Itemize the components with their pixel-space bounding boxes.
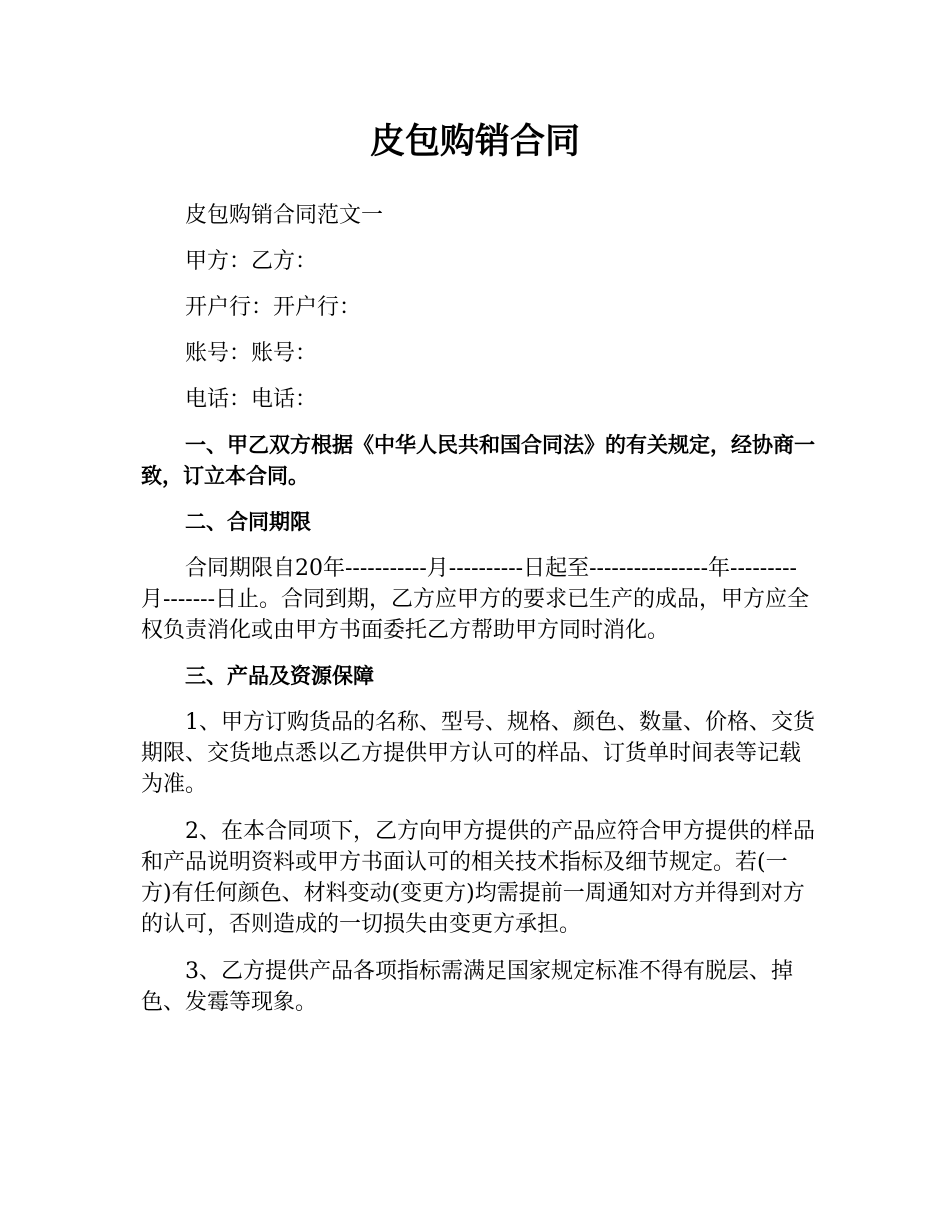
paragraph-clause-3: 3、乙方提供产品各项指标需满足国家规定标准不得有脱层、掉色、发霉等现象。	[141, 959, 793, 1015]
section-heading-3: 三、产品及资源保障	[185, 664, 374, 688]
section-heading-2: 二、合同期限	[185, 510, 311, 534]
paragraph-clause-1: 1、甲方订购货品的名称、型号、规格、颜色、数量、价格、交货期限、交货地点悉以乙方提供甲方认可的样品、订货单时间表等记载为准。	[141, 710, 815, 797]
paragraph-term: 合同期限自20年-----------月----------日起至----------------年---------月-------日止。合同到期，乙方应甲方的要求已生产的成品，甲方应全权负责消化或由甲方书面委托乙方帮助甲方同时消化。	[141, 556, 810, 643]
paragraph-subtitle: 皮包购销合同范文一	[185, 203, 384, 228]
paragraph-account: 账号：账号：	[185, 341, 318, 366]
document-body	[141, 200, 816, 1018]
paragraph-phone: 电话：电话：	[185, 387, 318, 412]
section-heading-1: 一、甲乙双方根据《中华人民共和国合同法》的有关规定，经协商一致，订立本合同。	[141, 433, 815, 488]
paragraph-clause-2: 2、在本合同项下，乙方向甲方提供的产品应符合甲方提供的样品和产品说明资料或甲方书面认可的相关技术指标及细节规定。若(一方)有任何颜色、材料变动(变更方)均需提前一周通知对方并得到对方的认可，否则造成的一切损失由变更方承担。	[141, 819, 815, 937]
document-title: 皮包购销合同	[369, 122, 580, 162]
paragraph-bank: 开户行：开户行：	[185, 295, 362, 320]
paragraph-parties: 甲方：乙方：	[185, 249, 318, 274]
